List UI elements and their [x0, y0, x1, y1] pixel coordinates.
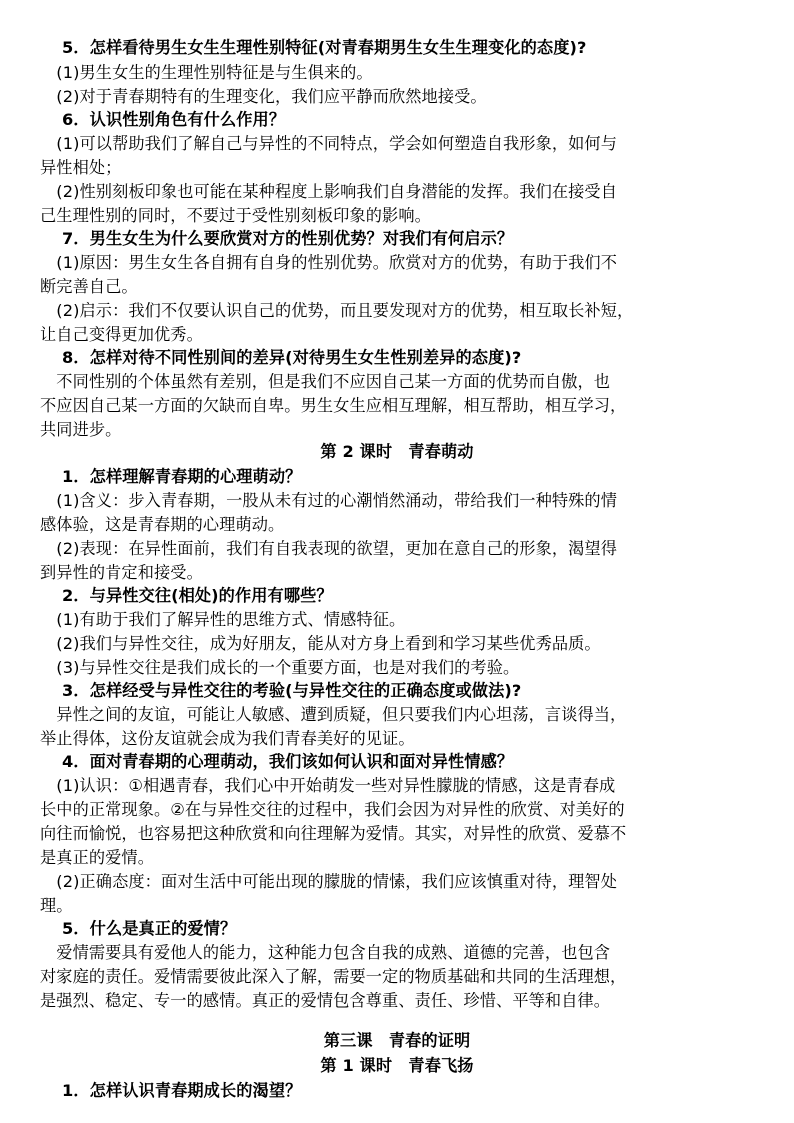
paragraph-line: 感体验，这是青春期的心理萌动。 [40, 515, 285, 534]
paragraph-line: 理。 [40, 896, 73, 915]
paragraph-line: 让自己变得更加优秀。 [40, 325, 203, 344]
paragraph-line: (1)原因：男生女生各自拥有自身的性别优势。欣赏对方的优势，有助于我们不 [40, 253, 618, 272]
paragraph-line: (1)含义：步入青春期，一股从未有过的心潮悄然涌动，带给我们一种特殊的情 [40, 491, 618, 510]
paragraph-line: 己生理性别的同时，不要过于受性别刻板印象的影响。 [40, 206, 431, 225]
paragraph-line: (2)表现：在异性面前，我们有自我表现的欲望，更加在意自己的形象，渴望得 [40, 539, 618, 558]
question-heading: 3．怎样经受与异性交往的考验(与异性交往的正确态度或做法)? [40, 681, 522, 700]
paragraph-line: 共同进步。 [40, 420, 122, 439]
paragraph-line: 不应因自己某一方面的欠缺而自卑。男生女生应相互理解，相互帮助，相互学习， [40, 396, 627, 415]
paragraph-line: 举止得体，这份友谊就会成为我们青春美好的见证。 [40, 729, 415, 748]
paragraph-line: 异性之间的友谊，可能让人敏感、遭到质疑，但只要我们内心坦荡，言谈得当， [40, 705, 627, 724]
paragraph-line: 到异性的肯定和接受。 [40, 563, 203, 582]
question-heading: 4．面对青春期的心理萌动，我们该如何认识和面对异性情感？ [40, 752, 514, 771]
question-heading: 7．男生女生为什么要欣赏对方的性别优势？对我们有何启示？ [40, 229, 514, 248]
question-heading: 2．与异性交往(相处)的作用有哪些？ [40, 586, 333, 605]
paragraph-line: (2)我们与异性交往，成为好朋友，能从对方身上看到和学习某些优秀品质。 [40, 634, 601, 653]
paragraph-line: 向往而愉悦，也容易把这种欣赏和向往理解为爱情。其实，对异性的欣赏、爱慕不 [40, 824, 627, 843]
paragraph-line: (1)可以帮助我们了解自己与异性的不同特点，学会如何塑造自我形象，如何与 [40, 134, 618, 153]
paragraph-line: (1)男生女生的生理性别特征是与生俱来的。 [40, 63, 373, 82]
question-heading: 6．认识性别角色有什么作用？ [40, 110, 286, 129]
paragraph-line: 对家庭的责任。爱情需要彼此深入了解，需要一定的物质基础和共同的生活理想， [40, 967, 627, 986]
lesson-title: 第 1 课时 青春飞扬 [320, 1056, 474, 1075]
chapter-title: 第三课 青春的证明 [323, 1031, 471, 1050]
paragraph-line: 是强烈、稳定、专一的感情。真正的爱情包含尊重、责任、珍惜、平等和自律。 [40, 991, 611, 1010]
paragraph-line: 异性相处； [40, 158, 122, 177]
question-heading: 5．什么是真正的爱情？ [40, 919, 237, 938]
lesson-title: 第 2 课时 青春萌动 [320, 442, 474, 461]
paragraph-line: 长中的正常现象。②在与异性交往的过程中，我们会因为对异性的欣赏、对美好的 [40, 800, 625, 819]
paragraph-line: (2)性别刻板印象也可能在某种程度上影响我们自身潜能的发挥。我们在接受自 [40, 182, 618, 201]
paragraph-line: 不同性别的个体虽然有差别，但是我们不应因自己某一方面的优势而自傲，也 [40, 372, 611, 391]
paragraph-line: (2)正确态度：面对生活中可能出现的朦胧的情愫，我们应该慎重对待，理智处 [40, 872, 618, 891]
question-heading: 1．怎样认识青春期成长的渴望？ [40, 1081, 302, 1100]
paragraph-line: 爱情需要具有爱他人的能力，这种能力包含自我的成熟、道德的完善，也包含 [40, 943, 611, 962]
paragraph-line: 断完善自己。 [40, 277, 138, 296]
paragraph-line: (2)启示：我们不仅要认识自己的优势，而且要发现对方的优势，相互取长补短， [40, 301, 634, 320]
paragraph-line: (2)对于青春期特有的生理变化，我们应平静而欣然地接受。 [40, 87, 487, 106]
question-heading: 8．怎样对待不同性别间的差异(对待男生女生性别差异的态度)? [40, 348, 522, 367]
question-heading: 1．怎样理解青春期的心理萌动？ [40, 467, 302, 486]
question-heading: 5．怎样看待男生女生生理性别特征(对青春期男生女生生理变化的态度)? [40, 38, 587, 57]
paragraph-line: (1)认识：①相遇青春，我们心中开始萌发一些对异性朦胧的情感，这是青春成 [40, 776, 616, 795]
paragraph-line: 是真正的爱情。 [40, 848, 155, 867]
paragraph-line: (3)与异性交往是我们成长的一个重要方面，也是对我们的考验。 [40, 658, 520, 677]
paragraph-line: (1)有助于我们了解异性的思维方式、情感特征。 [40, 610, 406, 629]
